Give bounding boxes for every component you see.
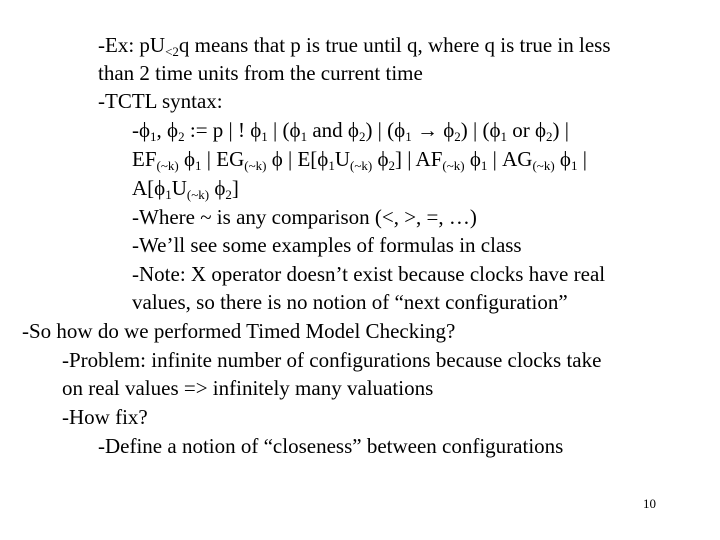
- where-line: -Where ~ is any comparison (<, >, =, …): [132, 205, 477, 229]
- note-line-2: values, so there is no notion of “next configuration”: [132, 290, 568, 314]
- syntax-line-1: $-\phi_1$, $\phi_2$ := p | ! $\phi_1$ | ($\phi_1$ and $\phi_2$) | $(\phi_1 \to \phi_2)$ | ($\phi_1$ or $\phi_2$) |: [132, 118, 569, 144]
- syntax-line-3: $A[\phi_1U_{(\sim k)}$ $\phi_2$]: [132, 176, 239, 202]
- fix-line: -How fix?: [62, 405, 148, 429]
- example-line-1: -Ex: $pU_{<2}q$ means that p is true until q, where q is true in less: [98, 33, 611, 59]
- question-line: -So how do we performed Timed Model Checking?: [22, 319, 456, 343]
- problem-line-2: on real values => infinitely many valuations: [62, 376, 434, 400]
- syntax-line-2: $EF_{(\sim k)}$ $\phi_1$ | $EG_{(\sim k)}$ ϕ | $E[\phi_1U_{(\sim k)}$ $\phi_2$] | $AF_{(\sim k)}$ $\phi_1$ | $AG_{(\sim k)}$ $\phi_1$ |: [132, 147, 587, 173]
- examples-line: -We’ll see some examples of formulas in class: [132, 233, 522, 257]
- define-line: -Define a notion of “closeness” between configurations: [98, 434, 564, 458]
- problem-line-1: -Problem: infinite number of configurations because clocks take: [62, 348, 602, 372]
- example-line-2: than 2 time units from the current time: [98, 61, 423, 85]
- page-number: 10: [643, 496, 656, 511]
- note-line-1: -Note: X operator doesn’t exist because clocks have real: [132, 262, 606, 286]
- tctl-heading: -TCTL syntax:: [98, 89, 223, 113]
